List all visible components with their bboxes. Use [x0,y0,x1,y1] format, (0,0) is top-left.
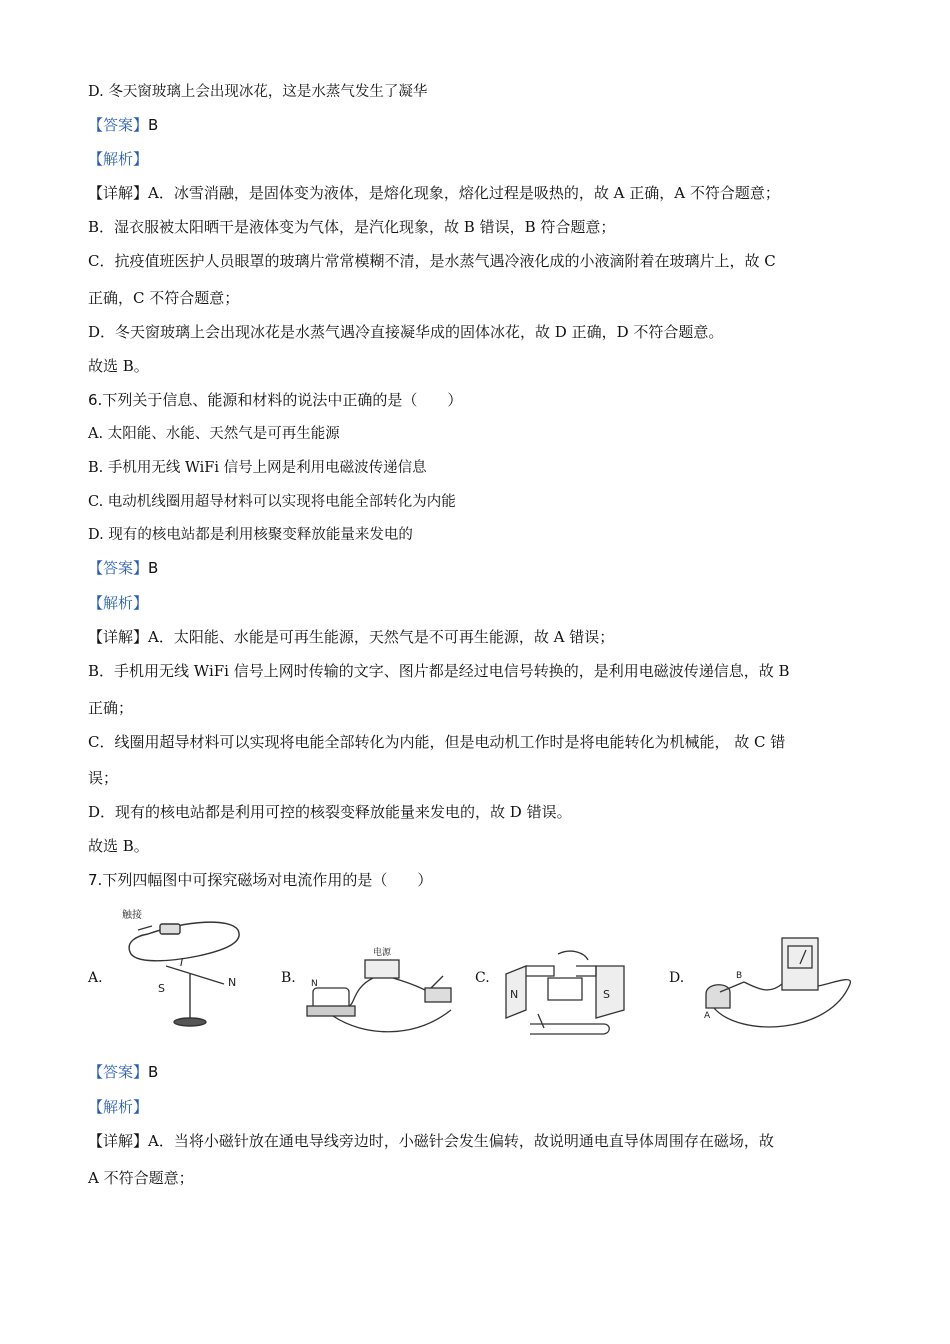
q5-detail-a [88,183,780,203]
figure-label-d: D. [669,970,685,986]
figure-c-rotating-coil [500,948,632,1040]
figure-d-b-label: B [736,971,743,981]
question-text: 下列关于信息、能源和材料的说法中正确的是（ ） [102,391,463,409]
q6-option-d: D. 现有的核电站都是利用核聚变释放能量来发电的 [88,527,413,543]
answer-tag: 【答案】 [88,1063,149,1081]
figure-a-switch-label: 触接 [122,910,142,921]
q5-answer [88,115,158,135]
question-number: 7. [88,871,103,889]
figure-c-s-label: S [603,988,610,1001]
figure-a-oersted-experiment [118,906,248,1030]
q5-analysis-tag: 【解析】 [88,150,149,168]
q5-option-d: D. 冬天窗玻璃上会出现冰花，这是水蒸气发生了凝华 [88,84,428,100]
detail-text: A．太阳能、水能是可再生能源，天然气是不可再生能源，故 A 错误； [148,628,615,646]
q6-conclusion: 故选 B。 [88,837,149,855]
q6-detail-c-line1: C．线圈用超导材料可以实现将电能全部转化为内能，但是电动机工作时是将电能转化为机械能， 故 C 错 [88,733,786,751]
answer-tag: 【答案】 [88,559,149,577]
q7-detail-a-line2: A 不符合题意； [88,1169,194,1187]
q6-option-a: A. 太阳能、水能、天然气是可再生能源 [88,426,340,442]
answer-value: B [148,116,159,134]
figure-a-n-label: N [228,976,237,989]
q5-detail-b: B．湿衣服被太阳晒干是液体变为气体，是汽化现象，故 B 错误，B 符合题意； [88,218,616,236]
answer-value: B [148,1063,159,1081]
figure-label-a: A. [88,970,103,986]
q6-analysis-tag: 【解析】 [88,594,149,612]
q6-detail-b-line1: B．手机用无线 WiFi 信号上网时传输的文字、图片都是经过电信号转换的，是利用电磁波传递信息，故 B [88,662,790,680]
q5-detail-c-line2: 正确，C 不符合题意； [88,289,240,307]
figure-c-n-label: N [510,988,519,1001]
detail-tag: 【详解】 [88,184,149,202]
detail-tag: 【详解】 [88,1132,149,1150]
q7-analysis-tag: 【解析】 [88,1098,149,1116]
figure-b-power-label: 电源 [373,948,392,958]
figure-b-n-label: N [311,979,318,989]
question-number: 6. [88,391,103,409]
q6-option-b: B. 手机用无线 WiFi 信号上网是利用电磁波传递信息 [88,460,427,476]
figure-d-induction-galvanometer [700,934,856,1040]
figure-d-a-label: A [704,1011,711,1021]
question-text: 下列四幅图中可探究磁场对电流作用的是（ ） [102,871,433,889]
q5-detail-c-line1: C．抗疫值班医护人员眼罩的玻璃片常常模糊不清，是水蒸气遇冷液化成的小液滴附着在玻璃片上，故 C [88,252,776,270]
figure-label-b: B. [281,970,296,986]
detail-text: A．冰雪消融，是固体变为液体，是熔化现象，熔化过程是吸热的，故 A 正确，A 不符合题意； [148,184,780,202]
q6-detail-a [88,627,614,647]
q6-detail-b-line2: 正确； [88,699,134,717]
answer-tag: 【答案】 [88,116,149,134]
q5-conclusion: 故选 B。 [88,357,149,375]
q6-option-c: C. 电动机线圈用超导材料可以实现将电能全部转化为内能 [88,494,456,510]
q5-detail-d: D．冬天窗玻璃上会出现冰花是水蒸气遇冷直接凝华成的固体冰花，故 D 正确，D 不符合题意。 [88,323,724,341]
q6-detail-d: D．现有的核电站都是利用可控的核裂变释放能量来发电的，故 D 错误。 [88,803,572,821]
figure-label-c: C. [475,970,490,986]
q7-detail-a-line1 [88,1131,774,1151]
q6-stem [88,390,462,410]
detail-text: A．当将小磁针放在通电导线旁边时，小磁针会发生偏转，故说明通电直导体周围存在磁场，故 [148,1132,774,1150]
q7-stem [88,870,432,890]
q7-answer [88,1062,158,1082]
figure-a-current-label: I [180,956,184,969]
q6-answer [88,558,158,578]
answer-value: B [148,559,159,577]
q6-detail-c-line2: 误； [88,769,119,787]
detail-tag: 【详解】 [88,628,149,646]
figure-b-motor-principle [303,944,465,1040]
figure-a-s-label: S [158,982,165,995]
